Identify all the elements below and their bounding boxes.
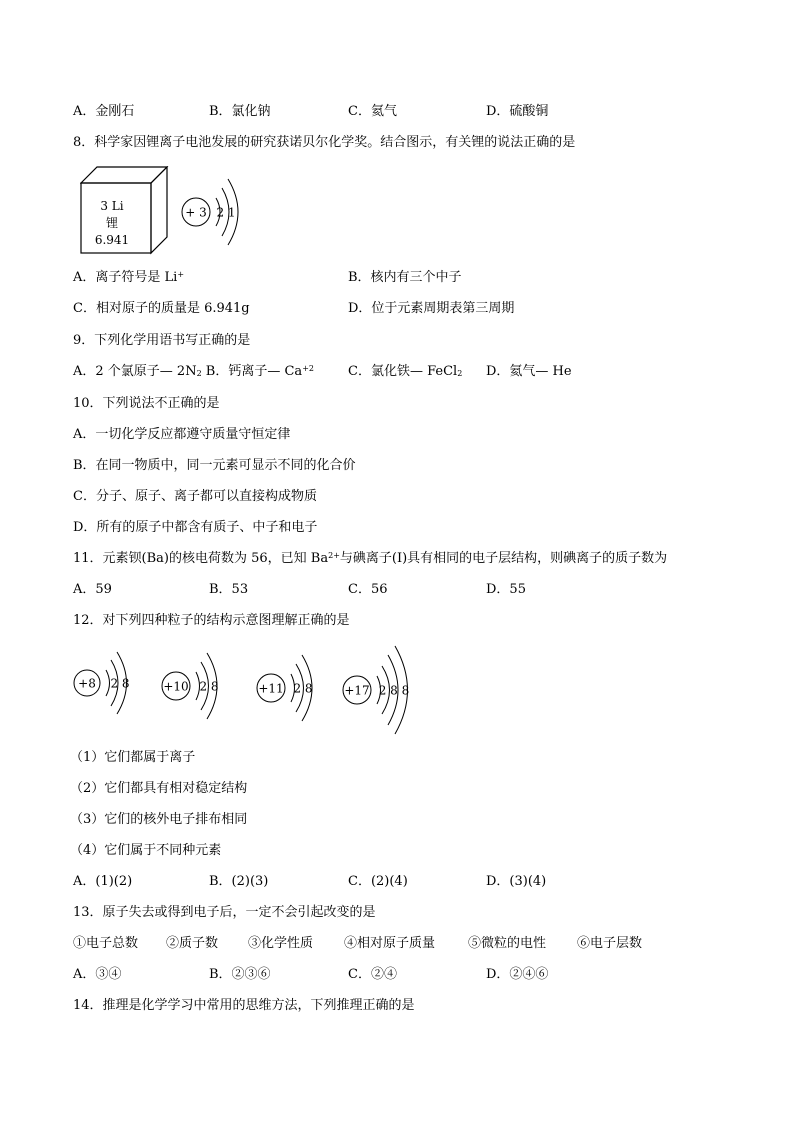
q10-option-b: B．在同一物质中，同一元素可显示不同的化合价	[73, 458, 356, 473]
q12-stem: 12．对下列四种粒子的结构示意图理解正确的是	[73, 613, 350, 628]
q9-option-d: D．氦气— He	[486, 364, 572, 379]
element-name: 锂	[105, 216, 118, 230]
q9-option-a-text: A．2 个氯原子— 2N	[73, 364, 197, 379]
q8-option-b: B．核内有三个中子	[348, 270, 462, 285]
particle-2-shells: 2 8	[199, 679, 219, 694]
q9-option-b-sup: +2	[302, 364, 314, 373]
particle-4-nucleus: +17	[344, 683, 370, 698]
q13-stem: 13．原子失去或得到电子后，一定不会引起改变的是	[73, 905, 376, 920]
q12-statement-1: （1）它们都属于离子	[70, 750, 196, 765]
q11-option-c: C．56	[348, 582, 388, 597]
q13-option-a: A．③④	[73, 967, 122, 982]
particle-diagrams	[70, 640, 430, 740]
q12-statement-3: （3）它们的核外电子排布相同	[70, 812, 248, 827]
q7-option-a: A．金刚石	[73, 104, 135, 119]
q9-option-c-text: C．氯化铁— FeCl	[348, 364, 458, 379]
q10-option-c: C．分子、原子、离子都可以直接构成物质	[73, 489, 317, 504]
particle-sodium-ion	[257, 655, 313, 721]
particle-4-shells: 2 8 8	[378, 683, 410, 698]
q13-option-b: B．②③⑥	[209, 967, 271, 982]
q14-stem: 14．推理是化学学习中常用的思维方法，下列推理正确的是	[73, 998, 415, 1013]
q13-option-c: C．②④	[348, 967, 397, 982]
lithium-nucleus-label: + 3	[185, 205, 207, 220]
q12-statement-2: （2）它们都具有相对稳定结构	[70, 781, 248, 796]
q7-option-d: D．硫酸铜	[486, 104, 549, 119]
q12-option-a: A．(1)(2)	[73, 874, 133, 889]
lithium-atom-diagram	[178, 176, 248, 246]
element-number-symbol: 3 Li	[100, 199, 124, 213]
q7-option-c: C．氦气	[348, 104, 397, 119]
q13-item-4: ④相对原子质量	[344, 936, 436, 951]
q8-option-a-sup: +	[177, 270, 185, 279]
q10-option-d: D．所有的原子中都含有质子、中子和电子	[73, 520, 318, 535]
particle-1-nucleus: +8	[78, 676, 96, 691]
q8-option-c: C．相对原子的质量是 6.941g	[73, 301, 250, 316]
q12-statement-4: （4）它们属于不同种元素	[70, 843, 222, 858]
particle-chloride-ion	[343, 646, 409, 734]
q13-item-6: ⑥电子层数	[577, 936, 643, 951]
lithium-shells-label: 2 1	[216, 205, 236, 220]
q12-option-d: D．(3)(4)	[486, 874, 547, 889]
q10-option-a: A．一切化学反应都遵守质量守恒定律	[73, 427, 291, 442]
q13-item-3: ③化学性质	[248, 936, 314, 951]
q13-item-2: ②质子数	[166, 936, 219, 951]
q8-option-a	[73, 270, 184, 286]
q8-option-d: D．位于元素周期表第三周期	[348, 301, 515, 316]
q13-option-d: D．②④⑥	[486, 967, 549, 982]
q9-option-a-sub: 2	[196, 369, 202, 378]
q9-option-b-text: B．钙离子— Ca	[201, 364, 303, 379]
element-mass: 6.941	[94, 233, 130, 247]
particle-1-shells: 2 8	[110, 676, 130, 691]
q11-stem	[73, 551, 667, 567]
q10-stem: 10．下列说法不正确的是	[73, 396, 220, 411]
particle-2-nucleus: +10	[163, 679, 189, 694]
q12-option-c: C．(2)(4)	[348, 874, 408, 889]
q11-option-a: A．59	[73, 582, 112, 597]
q8-option-a-text: A．离子符号是 Li	[73, 270, 178, 285]
q11-stem-b: 与碘离子(I)具有相同的电子层结构，则碘离子的质子数为	[339, 551, 668, 566]
q11-option-b: B．53	[209, 582, 249, 597]
q12-option-b: B．(2)(3)	[209, 874, 269, 889]
q9-option-ab	[73, 364, 314, 380]
particle-3-shells: 2 8	[293, 681, 313, 696]
q9-stem: 9．下列化学用语书写正确的是	[73, 333, 251, 348]
q11-stem-a: 11．元素钡(Ba)的核电荷数为 56，已知 Ba	[73, 551, 329, 566]
q9-option-c	[348, 364, 462, 380]
q11-stem-sup: 2+	[328, 551, 340, 560]
q9-option-c-sub: 2	[457, 369, 463, 378]
q7-option-b: B．氯化钠	[209, 104, 271, 119]
q11-option-d: D．55	[486, 582, 526, 597]
particle-neon-atom	[162, 653, 219, 719]
q8-stem: 8．科学家因锂离子电池发展的研究获诺贝尔化学奖。结合图示，有关锂的说法正确的是	[73, 135, 576, 150]
q13-item-1: ①电子总数	[73, 936, 139, 951]
q13-item-5: ⑤微粒的电性	[468, 936, 547, 951]
particle-oxygen-ion	[74, 652, 130, 714]
particle-3-nucleus: +11	[258, 681, 284, 696]
